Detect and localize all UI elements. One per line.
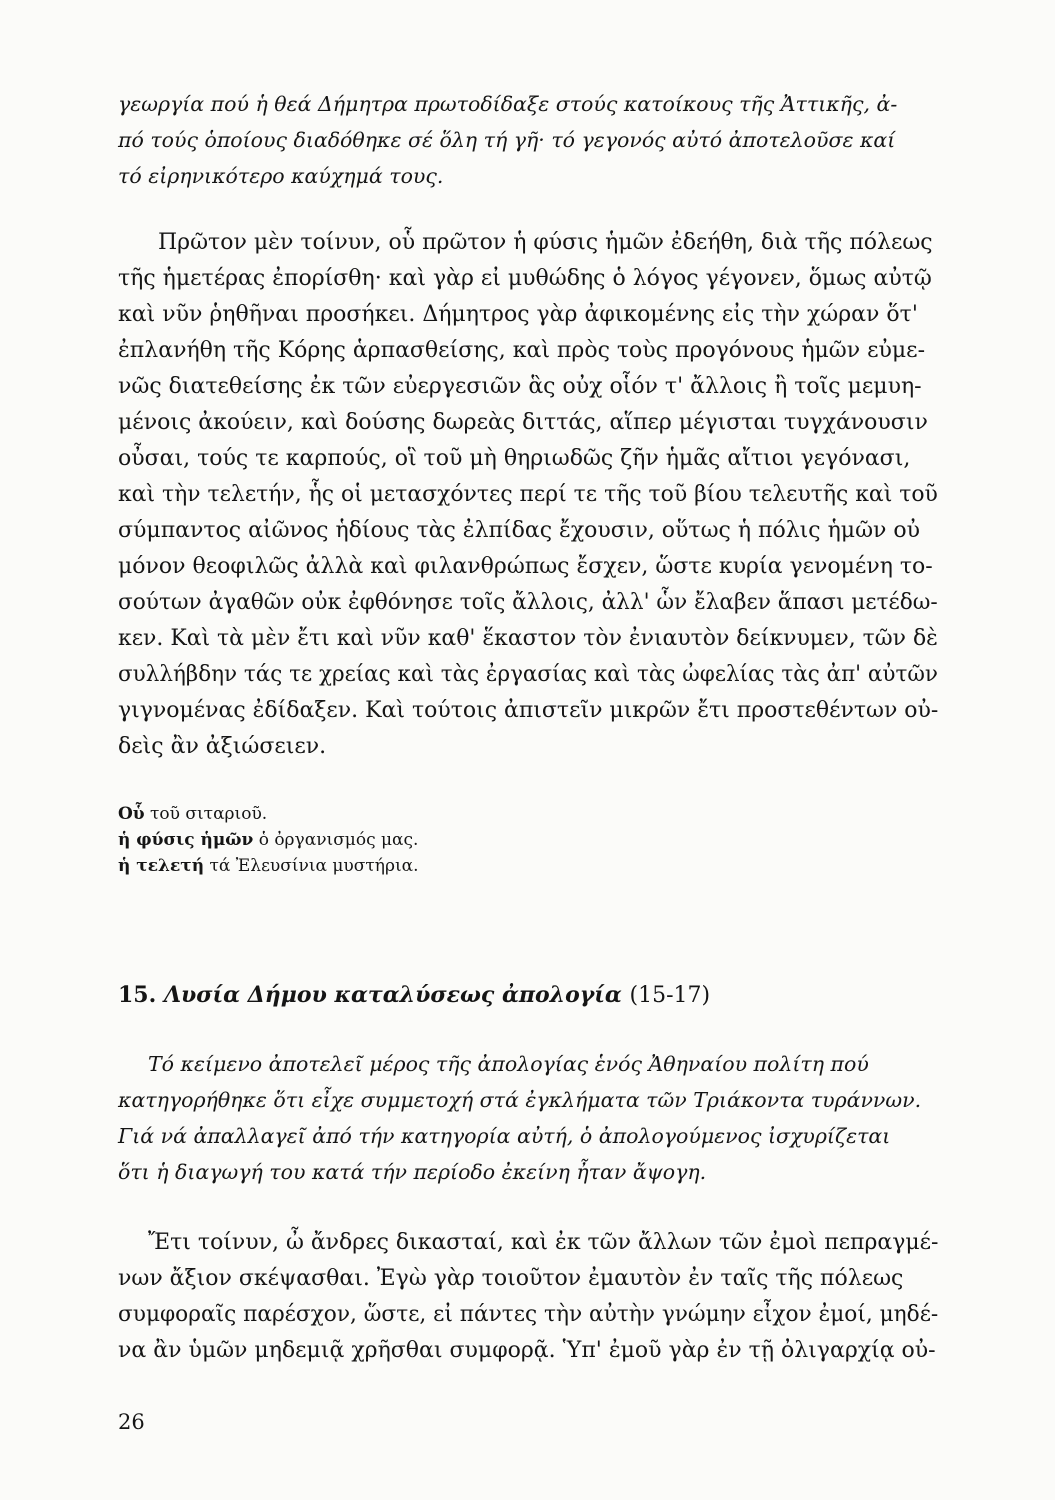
text-line: νων ἄξιον σκέψασθαι. Ἐγὼ γὰρ τοιοῦτον ἐμαυτὸν ἐν ταῖς τῆς πόλεως: [118, 1266, 904, 1291]
text-line: νῶς διατεθείσης ἐκ τῶν εὐεργεσιῶν ἃς οὐχ οἷόν τ' ἄλλοις ἢ τοῖς μεμυη-: [118, 374, 922, 399]
gloss-entry: [118, 830, 418, 850]
text-line: γεωργία πού ἡ θεά Δήμητρα πρωτοδίδαξε στούς κατοίκους τῆς Ἀττικῆς, ἀ-: [118, 92, 898, 116]
text-line: κεν. Καὶ τὰ μὲν ἔτι καὶ νῦν καθ' ἕκαστον τὸν ἐνιαυτὸν δείκνυμεν, τῶν δὲ: [118, 626, 938, 651]
text-line: γιγνομένας ἐδίδαξεν. Καὶ τούτοις ἀπιστεῖν μικρῶν ἔτι προστεθέντων οὐ-: [118, 698, 939, 723]
text-line: να ἂν ὑμῶν μηδεμιᾷ χρῆσθαι συμφορᾷ. Ὑπ' ἐμοῦ γὰρ ἐν τῇ ὀλιγαρχίᾳ οὐ-: [118, 1338, 936, 1363]
text-line: Πρῶτον μὲν τοίνυν, οὗ πρῶτον ἡ φύσις ἡμῶν ἐδεήθη, διὰ τῆς πόλεως: [158, 230, 933, 255]
text-line: Γιά νά ἀπαλλαγεῖ ἀπό τήν κατηγορία αὐτή, ὁ ἀπολογούμενος ἰσχυρίζεται: [118, 1124, 891, 1148]
text-line: πό τούς ὁποίους διαδόθηκε σέ ὅλη τή γῆ· τό γεγονός αὐτό ἀποτελοῦσε καί: [118, 128, 896, 152]
text-line: καὶ νῦν ῥηθῆναι προσήκει. Δήμητρος γὰρ ἀφικομένης εἰς τὴν χώραν ὅτ': [118, 302, 918, 327]
text-line: οὖσαι, τούς τε καρπούς, οἳ τοῦ μὴ θηριωδῶς ζῆν ἡμᾶς αἴτιοι γεγόνασι,: [118, 446, 911, 471]
section-heading: [118, 982, 710, 1008]
text-line: δεὶς ἂν ἀξιώσειεν.: [118, 734, 327, 759]
gloss-definition: ὁ ὀργανισμός μας.: [258, 830, 419, 850]
gloss-definition: τά Ἐλευσίνια μυστήρια.: [209, 856, 419, 876]
section-range: (15-17): [629, 983, 711, 1008]
text-line: σούτων ἀγαθῶν οὐκ ἐφθόνησε τοῖς ἄλλοις, ἀλλ' ὧν ἔλαβεν ἅπασι μετέδω-: [118, 590, 938, 615]
text-line: τῆς ἡμετέρας ἐπορίσθη· καὶ γὰρ εἰ μυθώδης ὁ λόγος γέγονεν, ὅμως αὐτῷ: [118, 266, 932, 291]
gloss-term: ἡ τελετή: [118, 856, 205, 876]
text-line: συλλήβδην τάς τε χρείας καὶ τὰς ἐργασίας καὶ τὰς ὠφελίας τὰς ἀπ' αὐτῶν: [118, 662, 938, 687]
text-line: μόνον θεοφιλῶς ἀλλὰ καὶ φιλανθρώπως ἔσχεν, ὥστε κυρία γενομένη το-: [118, 554, 933, 579]
page-number: 26: [118, 1410, 145, 1434]
text-line: μένοις ἀκούειν, καὶ δούσης δωρεὰς διττάς, αἵπερ μέγισται τυγχάνουσιν: [118, 410, 928, 435]
text-line: ὅτι ἡ διαγωγή του κατά τήν περίοδο ἐκείνη ἦταν ἄψογη.: [118, 1160, 707, 1184]
section-title: Λυσία Δήμου καταλύσεως ἀπολογία: [163, 982, 622, 1008]
section-number: 15.: [118, 982, 157, 1008]
text-line: Ἔτι τοίνυν, ὦ ἄνδρες δικασταί, καὶ ἐκ τῶν ἄλλων τῶν ἐμοὶ πεπραγμέ-: [148, 1230, 939, 1255]
text-line: ἐπλανήθη τῆς Κόρης ἁρπασθείσης, καὶ πρὸς τοὺς προγόνους ἡμῶν εὐμε-: [118, 338, 926, 363]
text-line: κατηγορήθηκε ὅτι εἶχε συμμετοχή στά ἐγκλήματα τῶν Τριάκοντα τυράννων.: [118, 1088, 922, 1112]
text-line: συμφοραῖς παρέσχον, ὥστε, εἰ πάντες τὴν αὐτὴν γνώμην εἶχον ἐμοί, μηδέ-: [118, 1302, 939, 1327]
gloss-term: ἡ φύσις ἡμῶν: [118, 830, 254, 850]
gloss-definition: τοῦ σιταριοῦ.: [150, 804, 268, 824]
text-line: καὶ τὴν τελετήν, ἧς οἱ μετασχόντες περί τε τῆς τοῦ βίου τελευτῆς καὶ τοῦ: [118, 482, 938, 507]
text-line: Τό κείμενο ἀποτελεῖ μέρος τῆς ἀπολογίας ἑνός Ἀθηναίου πολίτη πού: [148, 1052, 869, 1076]
gloss-term: Οὗ: [118, 804, 145, 824]
gloss-entry: [118, 856, 419, 876]
text-line: σύμπαντος αἰῶνος ἡδίους τὰς ἐλπίδας ἔχουσιν, οὕτως ἡ πόλις ἡμῶν οὐ: [118, 518, 921, 543]
gloss-entry: [118, 804, 267, 824]
text-line: τό εἰρηνικότερο καύχημά τους.: [118, 164, 444, 188]
